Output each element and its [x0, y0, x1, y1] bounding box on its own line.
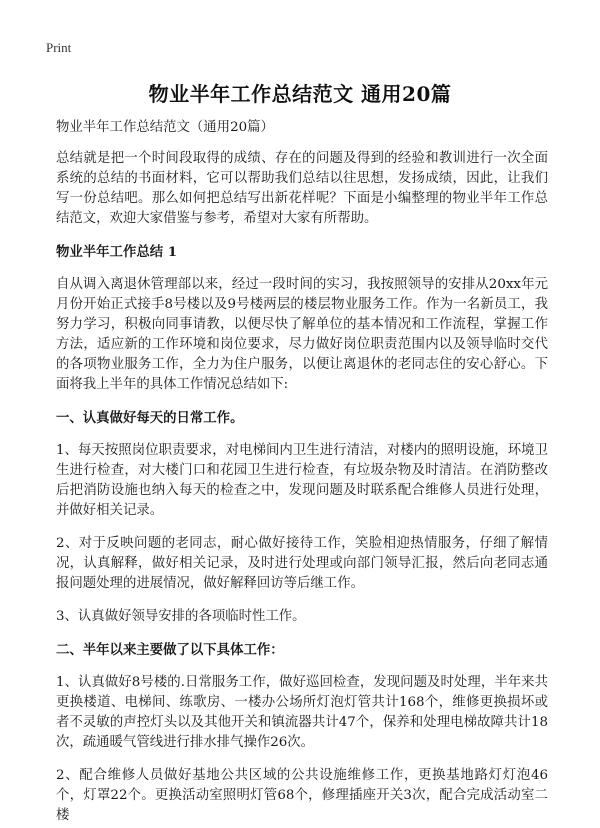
part1-item-1: 1、每天按照岗位职责要求，对电梯间内卫生进行清洁，对楼内的照明设施，环境卫生进行检查，对大楼门口和花园卫生进行检查，有垃圾杂物及时清洁。在消防整改后把消防设施也纳入每天的检查之中，发现问题及时联系配合维修人员进行处理，并做好相关记录。 — [56, 443, 548, 518]
part2-heading: 二、半年以来主要做了以下具体工作： — [56, 642, 284, 658]
part2-item-2: 2、配合维修人员做好基地公共区域的公共设施维修工作，更换基地路灯灯泡46个，灯罩22个。更换活动室照明灯管68个，修理插座开关3次，配合完成活动室二楼 — [56, 768, 548, 823]
part1-heading: 一、认真做好每天的日常工作。 — [56, 410, 244, 426]
part1-item-2: 2、对于反映问题的老同志，耐心做好接待工作，笑脸相迎热情服务，仔细了解情况，认真解释，做好相关记录，及时进行处理或向部门领导汇报，然后向老同志通报问题处理的进展情况，做好解释回访等后继工作。 — [56, 536, 548, 591]
part2-item-1: 1、认真做好8号楼的.日常服务工作，做好巡回检查，发现问题及时处理，半年来共更换楼道、电梯间、练歌房、一楼办公场所灯泡灯管共计168个，维修更换损坏或者不灵敏的声控灯头以及其他开关和镇流器共计47个，保养和处理电梯故障共计18次，疏通暖气管线进行排水排气操作26次。 — [56, 675, 548, 750]
document-subtitle: 物业半年工作总结范文（通用20篇） — [56, 120, 274, 135]
section1-intro-paragraph: 自从调入离退休管理部以来，经过一段时间的实习，我按照领导的安排从20xx年元月份开始正式接手8号楼以及9号楼两层的楼层物业服务工作。作为一名新员工，我努力学习，积极向同事请教，以便尽快了解单位的基本情况和工作流程，掌握工作方法，适应新的工作环境和岗位要求，尽力做好岗位职责范围内以及领导临时交代的各项物业服务工作，全力为住户服务，以便让离退休的老同志住的安心舒心。下面将我上半年的具体工作情况总结如下: — [56, 277, 548, 392]
print-link[interactable]: Print — [46, 40, 72, 55]
part1-item-3: 3、认真做好领导安排的各项临时性工作。 — [56, 609, 306, 624]
section-heading-1: 物业半年工作总结 1 — [56, 244, 178, 260]
intro-paragraph: 总结就是把一个时间段取得的成绩、存在的问题及得到的经验和教训进行一次全面系统的总结的书面材料，它可以帮助我们总结以往思想，发扬成绩，因此，让我们写一份总结吧。那么如何把总结写出新花样呢？下面是小编整理的物业半年工作总结范文，欢迎大家借鉴与参考，希望对大家有所帮助。 — [56, 151, 548, 226]
document-body — [56, 118, 548, 828]
document-title: 物业半年工作总结范文 通用20篇 — [148, 82, 452, 106]
